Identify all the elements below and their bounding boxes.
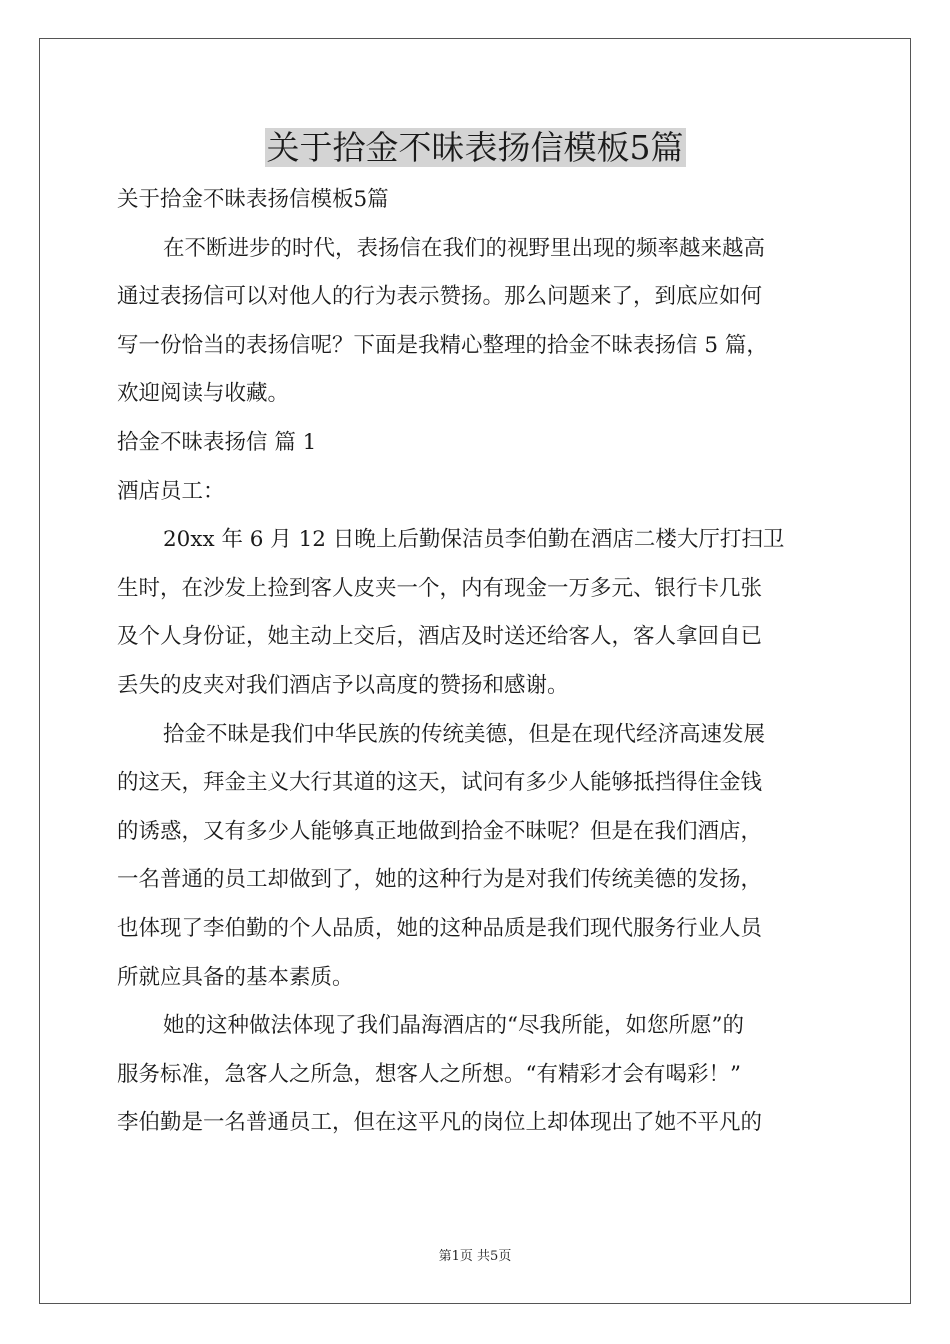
page-footer: 第1页 共5页 (438, 1249, 512, 1264)
paragraph-line: 所就应具备的基本素质。 (117, 964, 354, 990)
paragraph-line: 的这天，拜金主义大行其道的这天，试问有多少人能够抵挡得住金钱 (117, 770, 763, 796)
paragraph-line: 也体现了李伯勤的个人品质，她的这种品质是我们现代服务行业人员 (117, 915, 763, 941)
paragraph-line: 拾金不昧是我们中华民族的传统美德，但是在现代经济高速发展 (163, 721, 766, 747)
paragraph-line: 的诱惑，又有多少人能够真正地做到拾金不昧呢？但是在我们酒店， (117, 818, 763, 844)
paragraph-line: 欢迎阅读与收藏。 (117, 381, 290, 407)
paragraph-line: 写一份恰当的表扬信呢？下面是我精心整理的拾金不昧表扬信 5 篇， (117, 332, 768, 358)
document-body (117, 176, 833, 1148)
document-title-text: 关于拾金不昧表扬信模板5篇 (266, 128, 684, 167)
paragraph-line: 李伯勤是一名普通员工，但在这平凡的岗位上却体现出了她不平凡的 (117, 1110, 763, 1136)
paragraph-line: 拾金不昧表扬信 篇 1 (117, 429, 317, 455)
paragraph-line: 酒店员工： (117, 478, 225, 504)
paragraph-line: 生时，在沙发上捡到客人皮夹一个，内有现金一万多元、银行卡几张 (117, 575, 763, 601)
paragraph-line: 及个人身份证，她主动上交后，酒店及时送还给客人，客人拿回自已 (117, 624, 763, 650)
paragraph-line: 服务标准，急客人之所急，想客人之所想。“有精彩才会有喝彩！” (117, 1061, 741, 1087)
document-title (0, 126, 950, 170)
paragraph-line: 一名普通的员工却做到了，她的这种行为是对我们传统美德的发扬， (117, 867, 763, 893)
paragraph-line: 在不断进步的时代，表扬信在我们的视野里出现的频率越来越高 (163, 235, 766, 261)
paragraph-line: 关于拾金不昧表扬信模板5篇 (117, 187, 389, 212)
paragraph-line: 20xx 年 6 月 12 日晚上后勤保洁员李伯勤在酒店二楼大厅打扫卫 (163, 527, 785, 553)
paragraph-line: 丢失的皮夹对我们酒店予以高度的赞扬和感谢。 (117, 672, 569, 698)
paragraph-line: 她的这种做法体现了我们晶海酒店的“尽我所能，如您所愿”的 (163, 1013, 744, 1039)
paragraph-line: 通过表扬信可以对他人的行为表示赞扬。那么问题来了，到底应如何 (117, 284, 763, 310)
